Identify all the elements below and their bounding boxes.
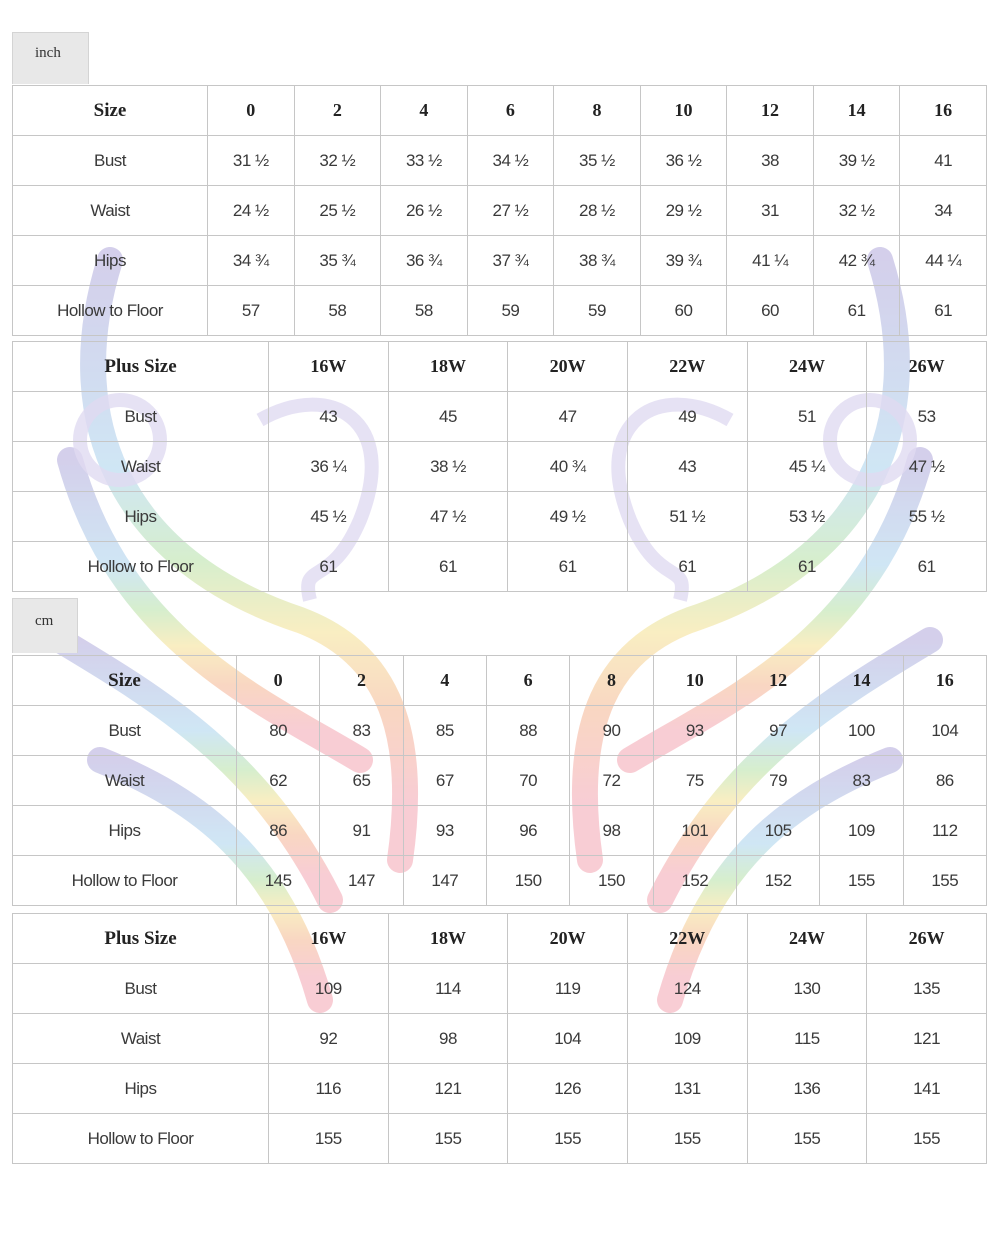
measurement-value: 44 ¼: [900, 236, 987, 286]
size-header-cell: 20W: [508, 342, 628, 392]
measurement-value: 59: [467, 286, 554, 336]
table-header-row: [13, 86, 987, 136]
cm-plus-size-table: [12, 913, 987, 1164]
measurement-value: 34: [900, 186, 987, 236]
measurement-value: 26 ½: [381, 186, 468, 236]
size-header-cell: 12: [727, 86, 814, 136]
measurement-value: 61: [867, 542, 987, 592]
measurement-label: Hollow to Floor: [13, 856, 237, 906]
measurement-value: 61: [900, 286, 987, 336]
table-row: [13, 806, 987, 856]
measurement-value: 104: [508, 1014, 628, 1064]
measurement-value: 155: [820, 856, 903, 906]
measurement-value: 43: [627, 442, 747, 492]
size-header-cell: 6: [486, 656, 569, 706]
measurement-value: 83: [820, 756, 903, 806]
table-row: [13, 136, 987, 186]
measurement-value: 61: [813, 286, 900, 336]
measurement-value: 33 ½: [381, 136, 468, 186]
measurement-value: 43: [269, 392, 389, 442]
table-row: [13, 1064, 987, 1114]
measurement-value: 100: [820, 706, 903, 756]
cm-standard-size-table: [12, 655, 987, 906]
size-header-cell: 14: [813, 86, 900, 136]
measurement-value: 86: [237, 806, 320, 856]
measurement-value: 28 ½: [554, 186, 641, 236]
measurement-value: 57: [208, 286, 295, 336]
measurement-value: 112: [903, 806, 986, 856]
measurement-value: 109: [627, 1014, 747, 1064]
measurement-label: Hollow to Floor: [13, 1114, 269, 1164]
measurement-value: 45 ½: [269, 492, 389, 542]
measurement-value: 141: [867, 1064, 987, 1114]
measurement-label: Bust: [13, 392, 269, 442]
measurement-value: 126: [508, 1064, 628, 1114]
measurement-value: 91: [320, 806, 403, 856]
table-row: [13, 964, 987, 1014]
size-header-cell: 16W: [269, 914, 389, 964]
measurement-value: 155: [903, 856, 986, 906]
measurement-value: 38 ½: [388, 442, 508, 492]
measurement-value: 49 ½: [508, 492, 628, 542]
size-header-cell: 2: [294, 86, 381, 136]
table-row: [13, 756, 987, 806]
measurement-label: Bust: [13, 964, 269, 1014]
measurement-value: 109: [269, 964, 389, 1014]
measurement-value: 53 ½: [747, 492, 867, 542]
unit-tab-label: cm: [35, 613, 54, 629]
measurement-value: 42 ¾: [813, 236, 900, 286]
measurement-value: 59: [554, 286, 641, 336]
table-row: [13, 542, 987, 592]
measurement-value: 45: [388, 392, 508, 442]
size-header-cell: 6: [467, 86, 554, 136]
measurement-value: 65: [320, 756, 403, 806]
size-header-cell: 24W: [747, 342, 867, 392]
measurement-value: 155: [747, 1114, 867, 1164]
table-header-row: [13, 656, 987, 706]
measurement-label: Waist: [13, 186, 208, 236]
measurement-value: 124: [627, 964, 747, 1014]
measurement-value: 86: [903, 756, 986, 806]
measurement-label: Hollow to Floor: [13, 286, 208, 336]
measurement-value: 98: [570, 806, 653, 856]
measurement-value: 45 ¼: [747, 442, 867, 492]
unit-tab-inch: [12, 32, 89, 84]
measurement-value: 145: [237, 856, 320, 906]
measurement-value: 32 ½: [813, 186, 900, 236]
table-row: [13, 236, 987, 286]
header-label: Plus Size: [13, 342, 269, 392]
size-header-cell: 10: [640, 86, 727, 136]
size-header-cell: 16: [903, 656, 986, 706]
measurement-value: 79: [736, 756, 819, 806]
measurement-value: 51: [747, 392, 867, 442]
measurement-value: 58: [294, 286, 381, 336]
measurement-label: Bust: [13, 706, 237, 756]
measurement-value: 36 ½: [640, 136, 727, 186]
measurement-value: 62: [237, 756, 320, 806]
size-header-cell: 18W: [388, 914, 508, 964]
measurement-value: 150: [570, 856, 653, 906]
size-header-cell: 26W: [867, 342, 987, 392]
table-row: [13, 442, 987, 492]
measurement-value: 58: [381, 286, 468, 336]
size-header-cell: 8: [554, 86, 641, 136]
size-header-cell: 2: [320, 656, 403, 706]
measurement-value: 41 ¼: [727, 236, 814, 286]
measurement-label: Waist: [13, 756, 237, 806]
measurement-value: 61: [747, 542, 867, 592]
measurement-value: 39 ½: [813, 136, 900, 186]
measurement-value: 101: [653, 806, 736, 856]
measurement-value: 147: [320, 856, 403, 906]
measurement-value: 39 ¾: [640, 236, 727, 286]
measurement-value: 34 ¾: [208, 236, 295, 286]
measurement-value: 35 ¾: [294, 236, 381, 286]
size-header-cell: 4: [381, 86, 468, 136]
measurement-value: 93: [403, 806, 486, 856]
size-header-cell: 10: [653, 656, 736, 706]
measurement-value: 85: [403, 706, 486, 756]
measurement-value: 121: [867, 1014, 987, 1064]
measurement-value: 116: [269, 1064, 389, 1114]
measurement-value: 155: [388, 1114, 508, 1164]
measurement-value: 24 ½: [208, 186, 295, 236]
measurement-value: 130: [747, 964, 867, 1014]
header-label: Size: [13, 656, 237, 706]
measurement-value: 61: [269, 542, 389, 592]
measurement-value: 152: [653, 856, 736, 906]
measurement-value: 136: [747, 1064, 867, 1114]
measurement-value: 47: [508, 392, 628, 442]
table-row: [13, 286, 987, 336]
measurement-value: 61: [627, 542, 747, 592]
table-header-row: [13, 342, 987, 392]
measurement-value: 47 ½: [867, 442, 987, 492]
measurement-value: 61: [388, 542, 508, 592]
measurement-value: 27 ½: [467, 186, 554, 236]
measurement-value: 31: [727, 186, 814, 236]
measurement-value: 70: [486, 756, 569, 806]
header-label: Size: [13, 86, 208, 136]
unit-tab-label: inch: [35, 45, 61, 61]
size-header-cell: 22W: [627, 342, 747, 392]
measurement-value: 131: [627, 1064, 747, 1114]
table-row: [13, 1114, 987, 1164]
size-header-cell: 18W: [388, 342, 508, 392]
measurement-value: 147: [403, 856, 486, 906]
table-row: [13, 492, 987, 542]
measurement-label: Waist: [13, 1014, 269, 1064]
table-row: [13, 706, 987, 756]
measurement-value: 41: [900, 136, 987, 186]
measurement-value: 61: [508, 542, 628, 592]
measurement-value: 38: [727, 136, 814, 186]
size-header-cell: 0: [208, 86, 295, 136]
measurement-label: Hips: [13, 492, 269, 542]
measurement-value: 115: [747, 1014, 867, 1064]
size-header-cell: 20W: [508, 914, 628, 964]
inch-standard-size-table: [12, 85, 987, 336]
table-row: [13, 856, 987, 906]
measurement-value: 38 ¾: [554, 236, 641, 286]
size-header-cell: 22W: [627, 914, 747, 964]
measurement-value: 155: [867, 1114, 987, 1164]
measurement-value: 152: [736, 856, 819, 906]
size-header-cell: 4: [403, 656, 486, 706]
measurement-value: 150: [486, 856, 569, 906]
size-header-cell: 12: [736, 656, 819, 706]
measurement-value: 47 ½: [388, 492, 508, 542]
measurement-value: 60: [640, 286, 727, 336]
measurement-value: 29 ½: [640, 186, 727, 236]
measurement-value: 35 ½: [554, 136, 641, 186]
measurement-value: 109: [820, 806, 903, 856]
size-header-cell: 16: [900, 86, 987, 136]
measurement-value: 92: [269, 1014, 389, 1064]
measurement-value: 36 ¾: [381, 236, 468, 286]
measurement-value: 37 ¾: [467, 236, 554, 286]
table-row: [13, 186, 987, 236]
size-header-cell: 14: [820, 656, 903, 706]
measurement-label: Bust: [13, 136, 208, 186]
measurement-label: Hollow to Floor: [13, 542, 269, 592]
measurement-value: 25 ½: [294, 186, 381, 236]
measurement-value: 135: [867, 964, 987, 1014]
measurement-value: 93: [653, 706, 736, 756]
measurement-label: Hips: [13, 236, 208, 286]
measurement-value: 53: [867, 392, 987, 442]
measurement-value: 80: [237, 706, 320, 756]
measurement-label: Hips: [13, 806, 237, 856]
measurement-value: 97: [736, 706, 819, 756]
measurement-value: 60: [727, 286, 814, 336]
measurement-value: 67: [403, 756, 486, 806]
table-row: [13, 392, 987, 442]
measurement-value: 114: [388, 964, 508, 1014]
size-header-cell: 24W: [747, 914, 867, 964]
measurement-value: 32 ½: [294, 136, 381, 186]
measurement-label: Hips: [13, 1064, 269, 1114]
measurement-value: 75: [653, 756, 736, 806]
size-header-cell: 8: [570, 656, 653, 706]
measurement-value: 36 ¼: [269, 442, 389, 492]
measurement-value: 155: [627, 1114, 747, 1164]
measurement-value: 83: [320, 706, 403, 756]
unit-tab-cm: [12, 598, 78, 653]
measurement-value: 105: [736, 806, 819, 856]
measurement-value: 55 ½: [867, 492, 987, 542]
inch-plus-size-table: [12, 341, 987, 592]
measurement-value: 98: [388, 1014, 508, 1064]
measurement-value: 155: [508, 1114, 628, 1164]
measurement-value: 121: [388, 1064, 508, 1114]
measurement-value: 51 ½: [627, 492, 747, 542]
measurement-value: 119: [508, 964, 628, 1014]
measurement-value: 40 ¾: [508, 442, 628, 492]
header-label: Plus Size: [13, 914, 269, 964]
table-row: [13, 1014, 987, 1064]
measurement-value: 104: [903, 706, 986, 756]
size-header-cell: 26W: [867, 914, 987, 964]
measurement-value: 96: [486, 806, 569, 856]
measurement-value: 72: [570, 756, 653, 806]
measurement-value: 49: [627, 392, 747, 442]
measurement-value: 34 ½: [467, 136, 554, 186]
measurement-label: Waist: [13, 442, 269, 492]
measurement-value: 155: [269, 1114, 389, 1164]
size-header-cell: 0: [237, 656, 320, 706]
measurement-value: 88: [486, 706, 569, 756]
measurement-value: 31 ½: [208, 136, 295, 186]
measurement-value: 90: [570, 706, 653, 756]
table-header-row: [13, 914, 987, 964]
size-header-cell: 16W: [269, 342, 389, 392]
